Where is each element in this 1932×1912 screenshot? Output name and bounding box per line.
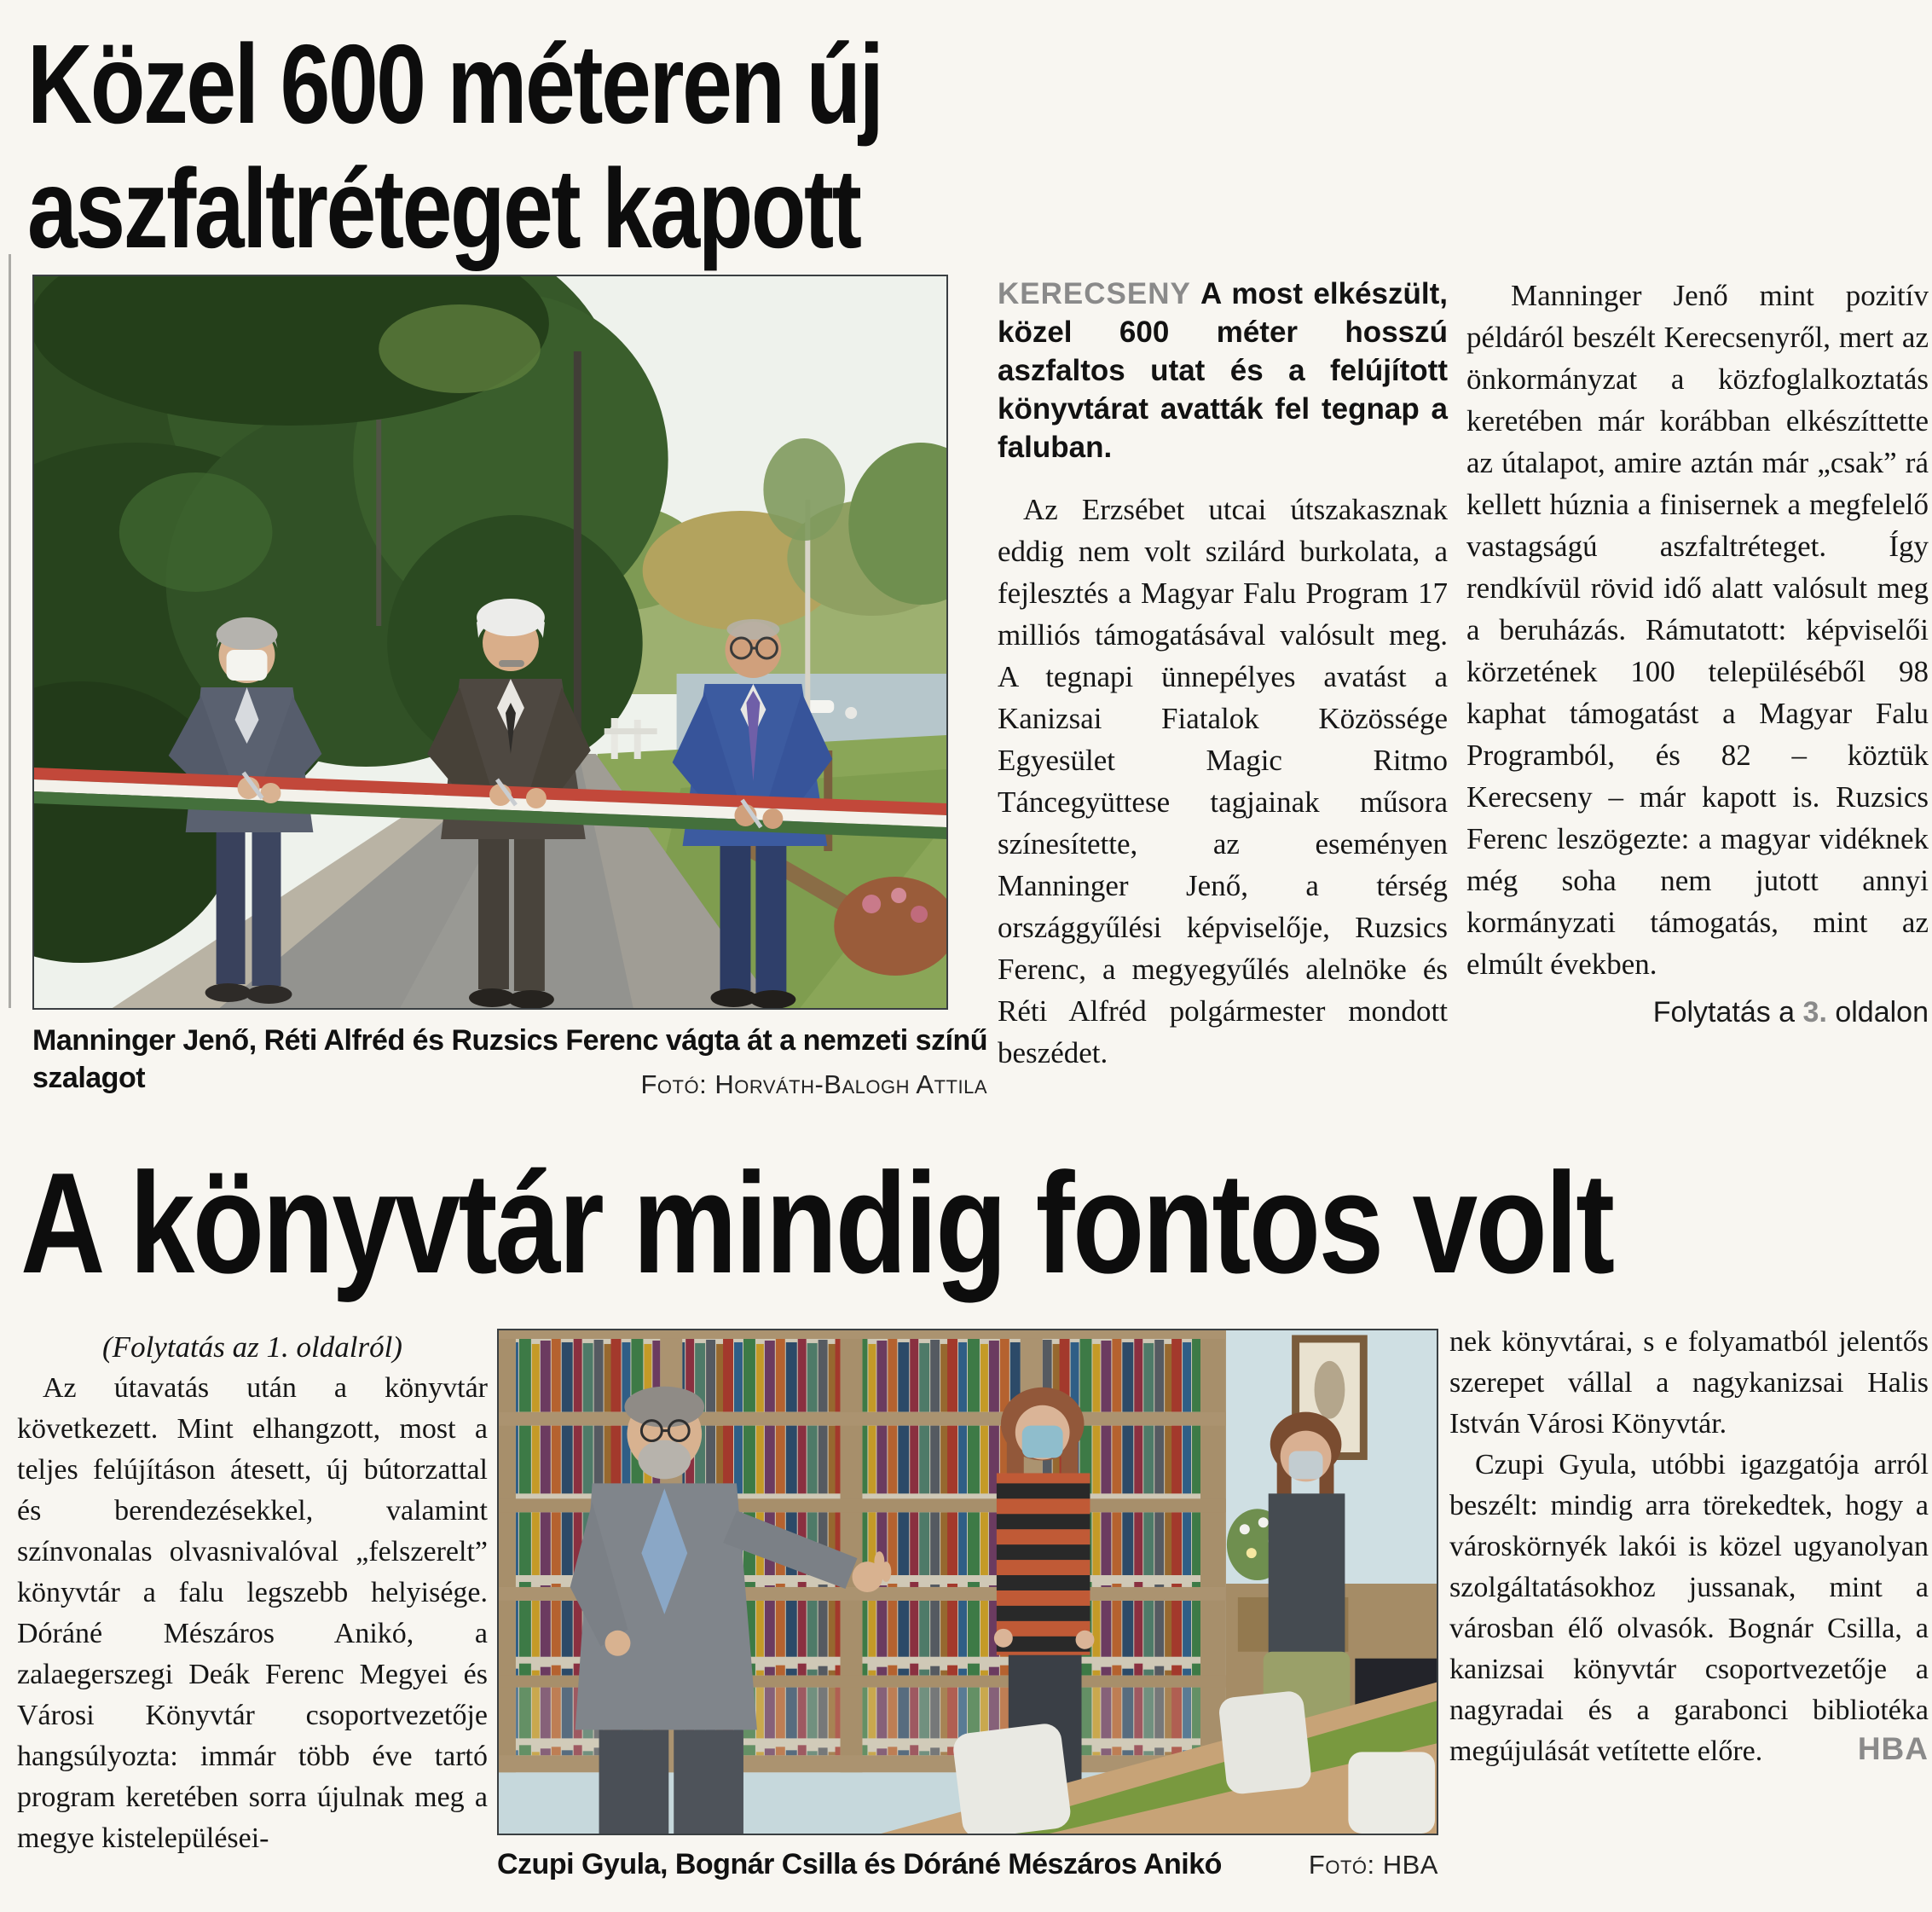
utility-pole (574, 351, 581, 759)
article1-column2 (1466, 275, 1929, 1034)
article2-column1 (17, 1327, 488, 1859)
photo1-caption (32, 1022, 989, 1100)
headline-line: aszfaltréteget kapott (27, 146, 860, 271)
library-photo-illustration (499, 1330, 1437, 1834)
author-signature: HBA (1857, 1731, 1929, 1766)
photo2-caption-text: Czupi Gyula, Bognár Csilla és Dóráné Mészáros Anikó (497, 1848, 1222, 1880)
photo2-caption (497, 1845, 1438, 1883)
article1-headline (27, 22, 882, 271)
article1-lead-text: A most elkészült, közel 600 méter hosszú aszfaltos utat és a felújított könyvtárat avatták fel tegnap a faluban. (998, 277, 1448, 464)
article1-col1-body: Az Erzsébet utcai útszakasznak eddig nem volt szilárd burkolata, a fejlesztés a Magyar Falu Program 17 milliós támogatásával valósult meg. A tegnapi ünnepélyes avatást a Kanizsai Fiatalok Közössége Egyesület Magic Ritmo Táncegyüttese tagjainak műsora színesítette, az eseményen Manninger Jenő, a térség országgyűlési képviselője, Ruzsics Ferenc, a megyegyűlés alelnöke és Réti Alfréd polgármester mondott beszédet. (998, 493, 1448, 1069)
article2-col2-paragraph1: nek könyvtárai, s e folyamatból jelentős szerepet vállal a nagykanizsai Halis István Városi Könyvtár. (1449, 1326, 1929, 1440)
scan-edge-artifact (9, 254, 11, 1008)
library-photo (497, 1329, 1438, 1835)
continued-from-note: (Folytatás az 1. oldalról) (102, 1330, 402, 1364)
article2-headline: A könyvtár mindig fontos volt (20, 1143, 1613, 1303)
article1-col2-body: Manninger Jenő mint pozitív példáról beszélt Kerecsenyről, mert az önkormányzat a közfoglalkoztatás keretében már korábban elkészíttette az útalapot, amire aztán már „csak” rá kellett húznia a finisernek a megfelelő vastagságú aszfaltréteget. Így rendkívül rövid idő alatt valósult meg a beruházás. Rámutatott: képviselői körzetének 100 településéből 98 kaphat támogatást a Magyar Falu Programból, és 82 – köztük Kerecseny – már kapott is. Ruzsics Ferenc leszögezte: a magyar vidéknek még soha nem jutott annyi kormányzati támogatás, mint az elmúlt években. (1466, 279, 1929, 981)
continuation-page-number: 3. (1802, 996, 1827, 1028)
article2-col1-body: Az útavatás után a könyvtár következett. Mint elhangzott, most a teljes felújításon átesett, új bútorzattal és berendezésekkel, valamint színvonalas olvasnivalóval „felszerelt” könyvtár a falu legszebb helyisége. Dóráné Mészáros Anikó, a zalaegerszegi Deák Ferenc Megyei és Városi Könyvtár csoportvezetője hangsúlyozta: immár több éve tartó program keretében sorra újulnak meg a megye kistelepülései- (17, 1372, 488, 1854)
ribbon-cutting-photo-illustration (34, 276, 946, 1008)
photo1-caption-text: Manninger Jenő, Réti Alfréd és Ruzsics Ferenc vágta át a nemzeti színű szalagot (32, 1024, 988, 1094)
photo2-credit: Fotó: HBA (1308, 1850, 1438, 1880)
photo1-credit: Fotó: Horváth-Balogh Attila (640, 1069, 987, 1099)
article1-column1 (998, 275, 1448, 1074)
article2-col2-paragraph2: Czupi Gyula, utóbbi igazgatója arról beszélt: mindig arra törekedtek, hogy a városkörnyék lakói is közel ugyanolyan szolgáltatásokhoz jussanak, mint a városban élő olvasók. Bognár Csilla, a kanizsai könyvtár csoportvezetője a nagyradai és a garabonci bibliotéka megújulását vetítette előre. (1449, 1449, 1929, 1767)
continuation-note: Folytatás a 3. oldalon (1652, 996, 1929, 1028)
headline-line: Közel 600 méteren új (27, 21, 882, 147)
article2-column2 (1449, 1322, 1929, 1767)
article1-lead (998, 275, 1448, 466)
dateline-kerecseny: KERECSENY (998, 277, 1191, 310)
ribbon-cutting-photo (32, 275, 948, 1010)
